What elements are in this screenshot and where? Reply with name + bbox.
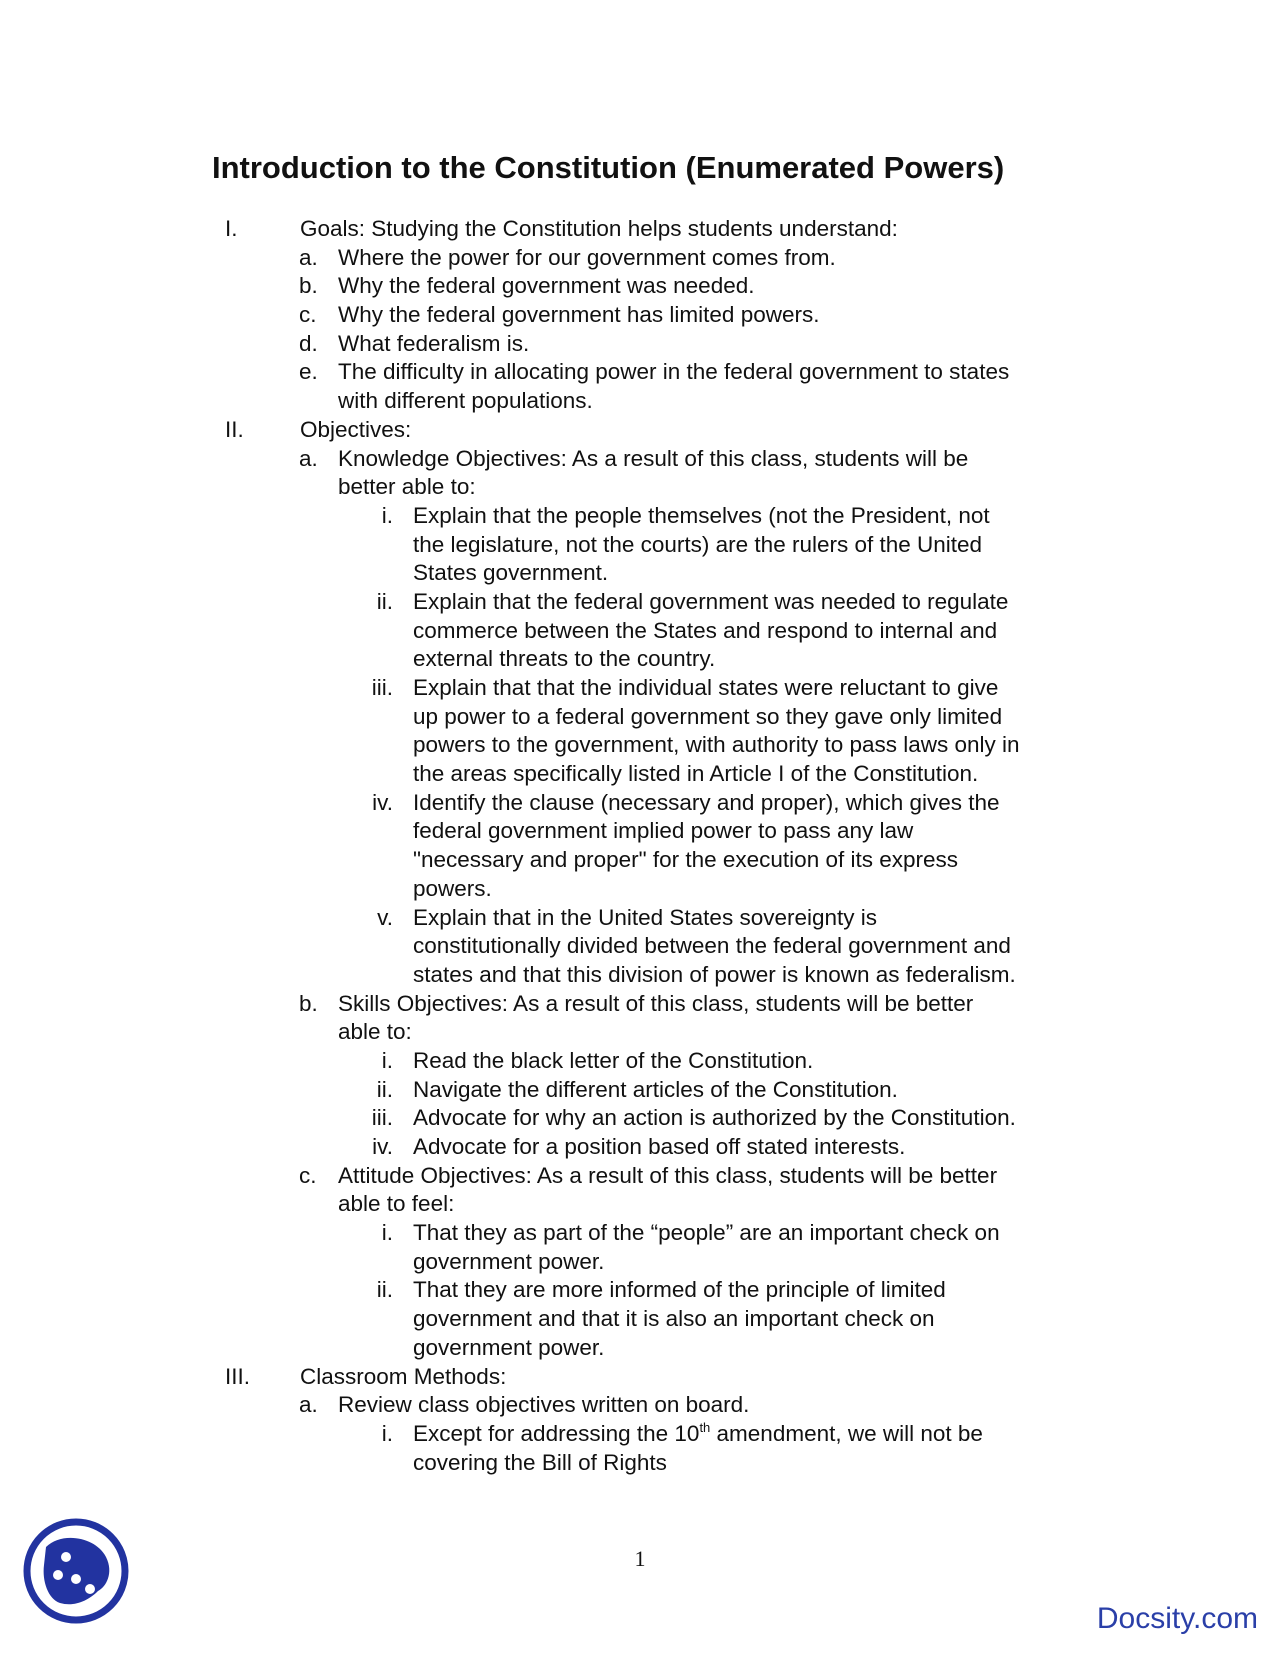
list-item-text: Why the federal government has limited powers. (338, 302, 820, 328)
sub-list-item (0, 731, 1280, 760)
list-item-text: constitutionally divided between the federal government and (413, 933, 1011, 959)
list-item (0, 301, 1280, 330)
sub-list-item (0, 617, 1280, 646)
list-marker: c. (299, 302, 317, 328)
docsity-brand-text: Docsity.com (1096, 1602, 1258, 1635)
section-heading (0, 416, 1280, 445)
list-marker: a. (299, 244, 318, 270)
list-item-text: states and that this division of power is known as federalism. (413, 961, 1016, 987)
list-marker: i. (381, 1220, 393, 1246)
list-item-text: able to: (338, 1019, 412, 1045)
sub-list-item (0, 531, 1280, 560)
list-item-text: Explain that the people themselves (not the President, not (413, 502, 990, 528)
list-marker: d. (299, 330, 318, 356)
list-item-text: federal government implied power to pass any law (413, 818, 914, 844)
list-item-text: Why the federal government was needed. (338, 273, 755, 299)
list-item-text: Except for addressing the 10th amendment, we will not be (413, 1419, 983, 1446)
sub-list-item (0, 789, 1280, 818)
list-marker: i. (381, 1047, 393, 1073)
sub-list-item (0, 846, 1280, 875)
list-item-text: Classroom Methods: (300, 1363, 507, 1389)
list-item-text: Advocate for why an action is authorized by the Constitution. (413, 1105, 1016, 1131)
list-item-text: government power. (413, 1248, 605, 1274)
sub-list-item (0, 703, 1280, 732)
list-marker: iv. (372, 789, 393, 815)
sub-list-item (0, 674, 1280, 703)
list-item-text: Explain that that the individual states were reluctant to give (413, 675, 999, 700)
list-marker: e. (299, 359, 318, 385)
page-number: 1 (634, 1546, 646, 1571)
list-item-text: the legislature, not the courts) are the rulers of the United (413, 531, 983, 557)
list-item-text: government and that it is also an important check on (413, 1306, 935, 1332)
sub-list-item (0, 904, 1280, 933)
sub-list-item (0, 1047, 1280, 1076)
list-item-text: Explain that in the United States sovereignty is (413, 904, 878, 930)
list-item-text: better able to: (338, 474, 476, 500)
list-item (0, 387, 1280, 416)
list-item-text: powers to the government, with authority to pass laws only in (413, 732, 1020, 758)
list-marker: I. (225, 216, 238, 241)
list-item-text: the areas specifically listed in Article I of the Constitution. (413, 761, 979, 787)
list-item (0, 990, 1280, 1019)
list-item-text: Attitude Objectives: As a result of this class, students will be better (338, 1162, 998, 1188)
list-item-text: external threats to the country. (413, 646, 716, 672)
section-heading (0, 215, 1280, 244)
list-item (0, 244, 1280, 273)
docsity-logo-icon (22, 1517, 130, 1625)
list-item-text: Objectives: (300, 416, 412, 442)
sub-list-item (0, 760, 1280, 789)
list-item-text: That they as part of the “people” are an important check on (413, 1220, 1000, 1246)
sub-list-item (0, 875, 1280, 904)
list-item-text: commerce between the States and respond to internal and (413, 617, 998, 643)
section-heading (0, 1363, 1280, 1392)
list-item-text: government power. (413, 1334, 605, 1360)
list-item-text: Identify the clause (necessary and proper), which gives the (413, 789, 1000, 815)
sub-list-item (0, 502, 1280, 531)
sub-list-item (0, 1248, 1280, 1277)
list-item (0, 330, 1280, 359)
list-item-text: "necessary and proper" for the execution of its express (413, 847, 959, 873)
list-item-text: up power to a federal government so they gave only limited (413, 703, 1003, 729)
sub-list-item (0, 1219, 1280, 1248)
list-item (0, 1162, 1280, 1191)
list-item-text: Navigate the different articles of the Constitution. (413, 1076, 898, 1102)
list-marker: i. (381, 1420, 393, 1446)
list-marker: v. (377, 904, 393, 930)
list-marker: iv. (372, 1134, 393, 1159)
list-marker: c. (299, 1162, 317, 1188)
sub-list-item (0, 1305, 1280, 1334)
list-item-text: That they are more informed of the principle of limited (413, 1277, 946, 1303)
list-item-text: Explain that the federal government was needed to regulate (413, 588, 1009, 614)
list-item-text: Knowledge Objectives: As a result of this class, students will be (338, 445, 969, 471)
sub-list-item (0, 817, 1280, 846)
list-item-text: Skills Objectives: As a result of this class, students will be better (338, 990, 974, 1016)
sub-list-item (0, 645, 1280, 674)
list-marker: iii. (371, 1105, 393, 1131)
list-marker: ii. (376, 1277, 393, 1303)
list-marker: II. (225, 416, 244, 442)
list-item-text: powers. (413, 875, 492, 901)
list-item-text: Review class objectives written on board. (338, 1392, 750, 1418)
sub-list-item (0, 1104, 1280, 1133)
sub-list-item (0, 1449, 1280, 1478)
list-item-text: States government. (413, 560, 609, 586)
list-marker: a. (299, 445, 318, 471)
sub-list-item (0, 961, 1280, 990)
list-marker: i. (381, 502, 393, 528)
list-item-text: covering the Bill of Rights (413, 1449, 667, 1475)
page-title: Introduction to the Constitution (Enumerated Powers) (212, 150, 1005, 185)
list-item-text: with different populations. (338, 388, 593, 414)
list-marker: b. (299, 273, 318, 299)
list-item (0, 445, 1280, 474)
sub-list-item (0, 588, 1280, 617)
list-marker: b. (299, 990, 318, 1016)
list-marker: ii. (376, 1076, 393, 1102)
list-marker: iii. (371, 675, 393, 700)
list-item (0, 473, 1280, 502)
list-item-text: Advocate for a position based off stated interests. (413, 1134, 906, 1159)
list-item (0, 1391, 1280, 1420)
list-item (0, 1190, 1280, 1219)
sub-list-item (0, 1420, 1280, 1449)
list-marker: ii. (376, 588, 393, 614)
sub-list-item (0, 932, 1280, 961)
list-marker: III. (225, 1363, 251, 1389)
list-item (0, 272, 1280, 301)
outline-list (0, 215, 1280, 1477)
sub-list-item (0, 1133, 1280, 1162)
list-marker: a. (299, 1392, 318, 1418)
list-item-text: The difficulty in allocating power in the federal government to states (338, 359, 1010, 385)
list-item-text: What federalism is. (338, 330, 530, 356)
sub-list-item (0, 559, 1280, 588)
list-item-text: Where the power for our government comes from. (338, 244, 836, 270)
list-item (0, 358, 1280, 387)
sub-list-item (0, 1334, 1280, 1363)
sub-list-item (0, 1276, 1280, 1305)
sub-list-item (0, 1076, 1280, 1105)
list-item-text: Read the black letter of the Constitution. (413, 1047, 814, 1073)
list-item-text: Goals: Studying the Constitution helps students understand: (300, 216, 898, 241)
list-item-text: able to feel: (338, 1191, 455, 1217)
list-item (0, 1018, 1280, 1047)
